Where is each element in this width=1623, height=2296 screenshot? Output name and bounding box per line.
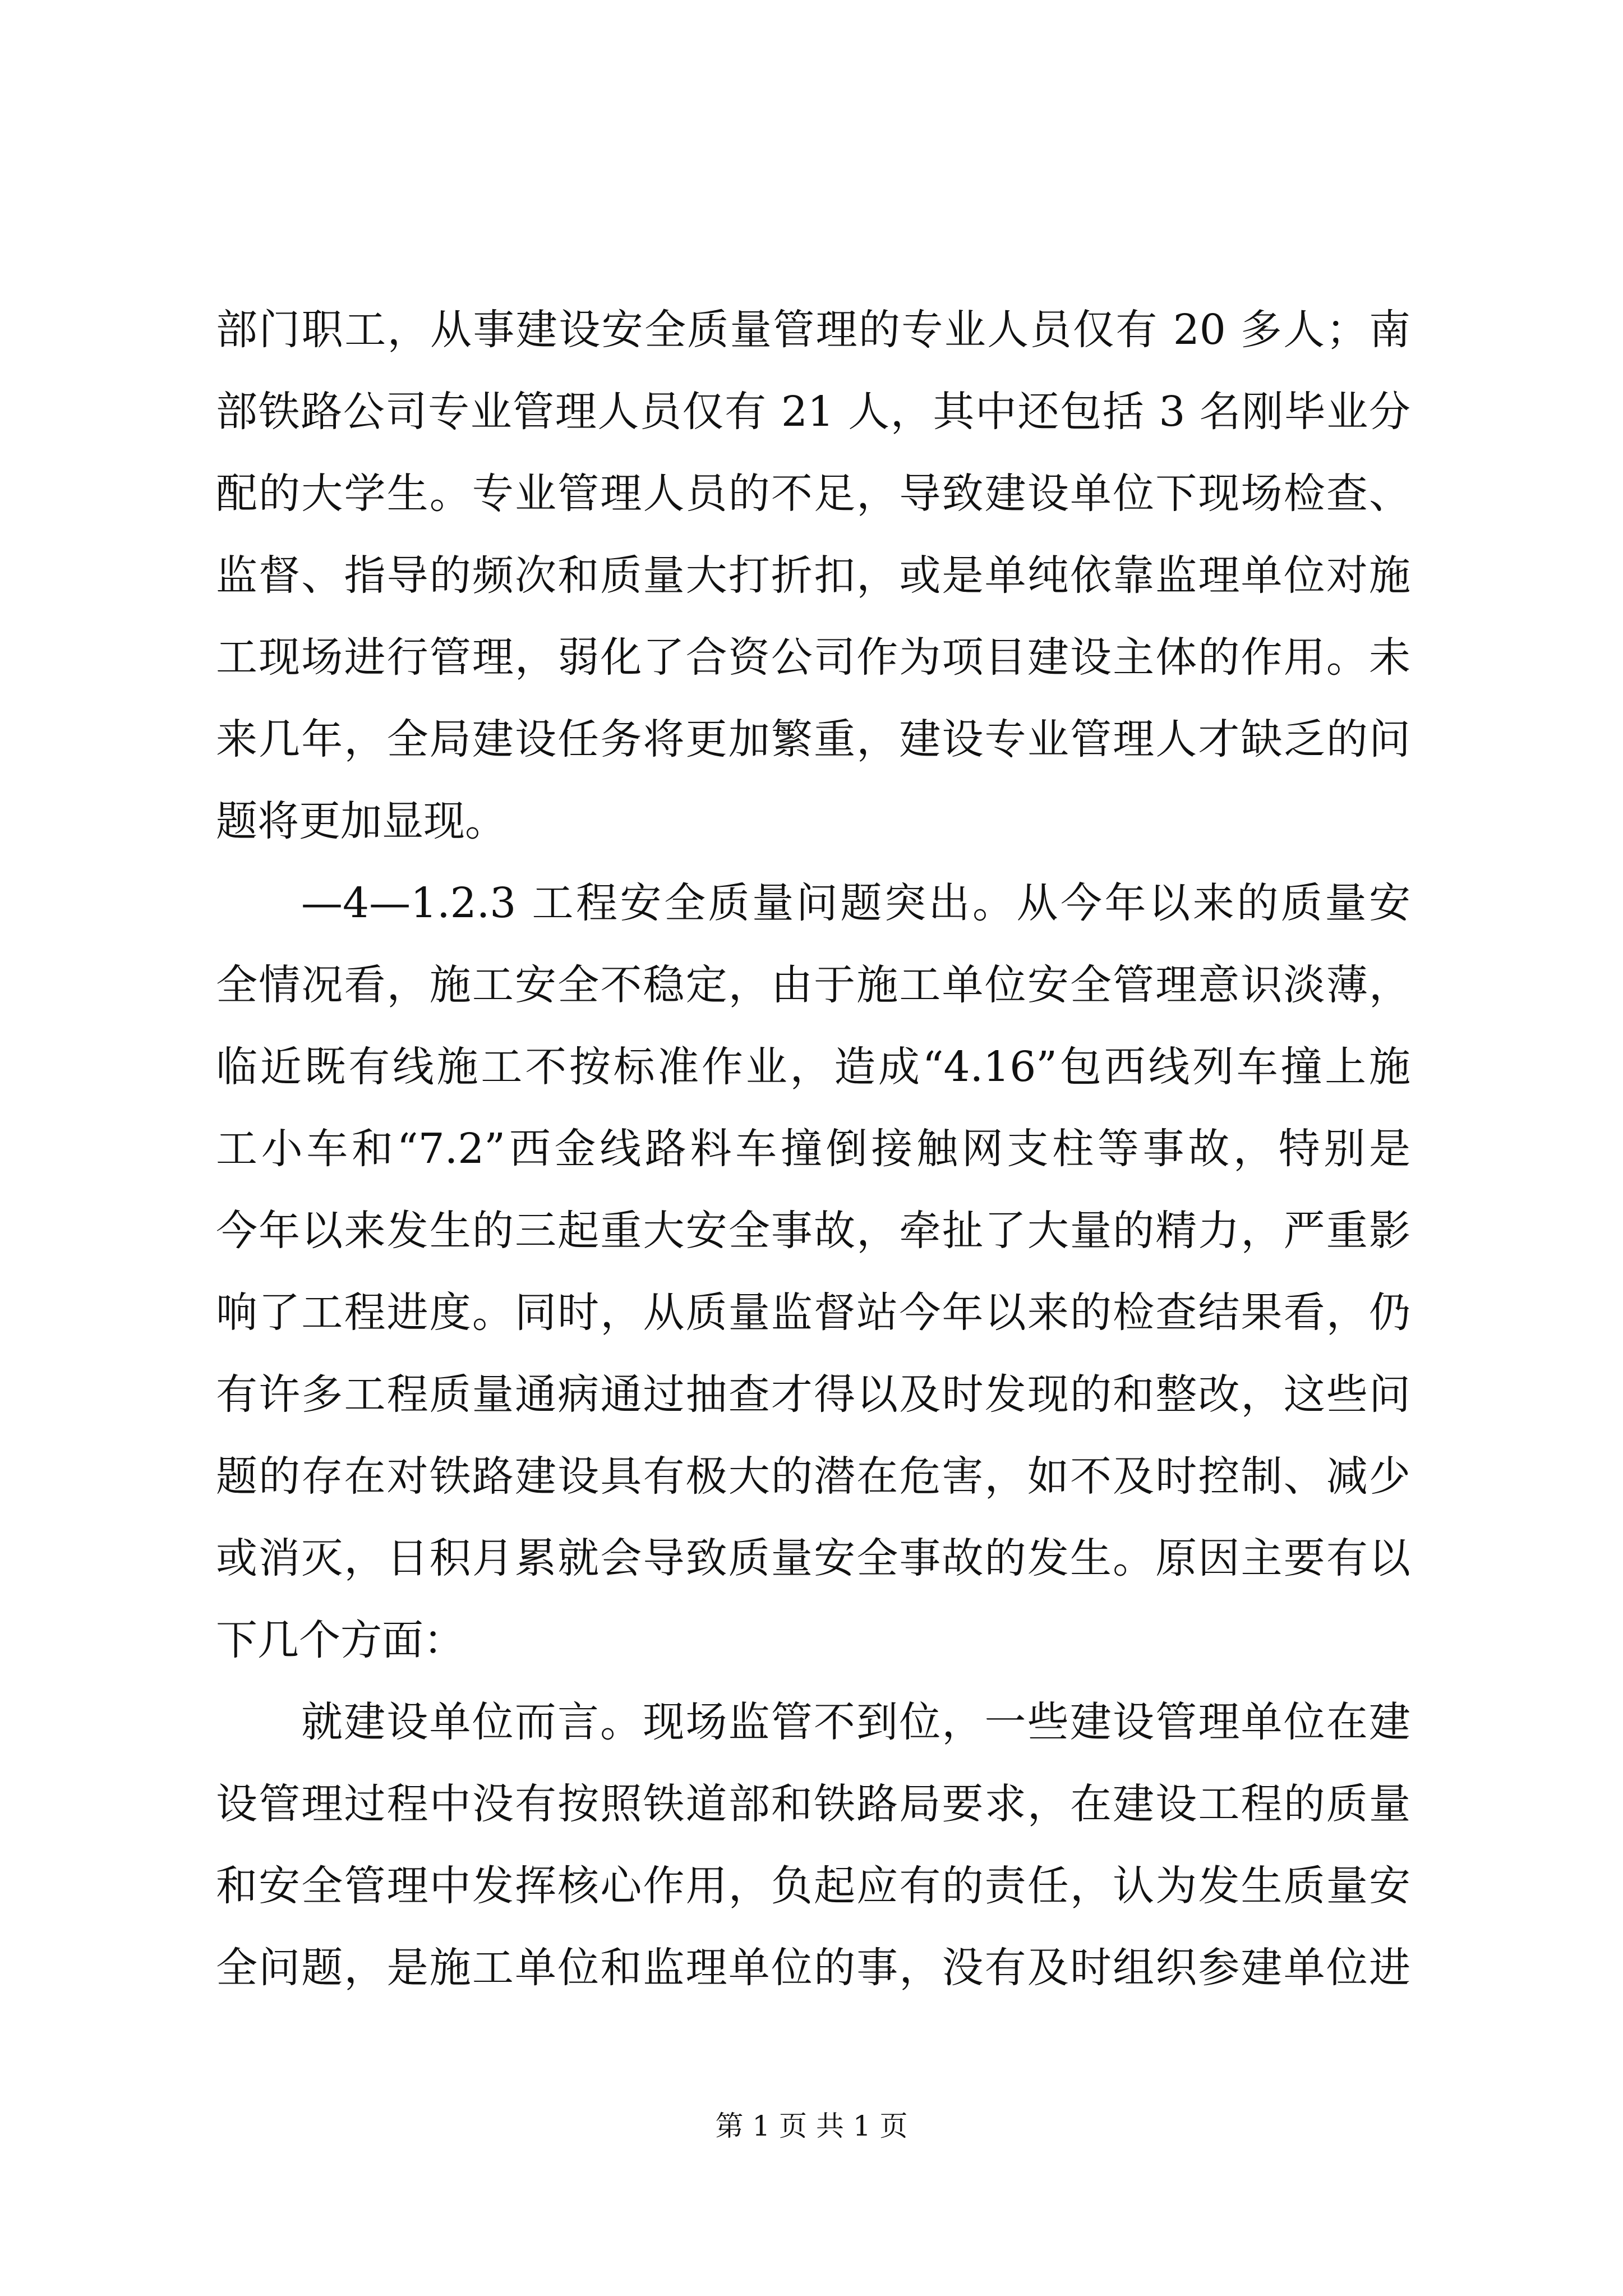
text-line: 来几年，全局建设任务将更加繁重，建设专业管理人才缺乏的问 bbox=[216, 715, 1410, 763]
text-line: 配的大学生。专业管理人员的不足，导致建设单位下现场检查、 bbox=[216, 470, 1410, 518]
text-line: 响了工程进度。同时，从质量监督站今年以来的检查结果看，仍 bbox=[216, 1289, 1410, 1337]
text-line: 和安全管理中发挥核心作用，负起应有的责任，认为发生质量安 bbox=[216, 1862, 1410, 1910]
text-line: 部铁路公司专业管理人员仅有 21 人，其中还包括 3 名刚毕业分 bbox=[216, 388, 1410, 436]
text-line: 工现场进行管理，弱化了合资公司作为项目建设主体的作用。未 bbox=[216, 633, 1410, 682]
text-line: —4—1.2.3 工程安全质量问题突出。从今年以来的质量安 bbox=[301, 879, 1410, 927]
text-line: 题将更加显现。 bbox=[216, 797, 506, 845]
text-line: 全问题，是施工单位和监理单位的事，没有及时组织参建单位进 bbox=[216, 1944, 1410, 1992]
text-line: 有许多工程质量通病通过抽查才得以及时发现的和整改，这些问 bbox=[216, 1370, 1410, 1419]
text-line: 题的存在对铁路建设具有极大的潜在危害，如不及时控制、减少 bbox=[216, 1452, 1410, 1501]
text-line: 下几个方面： bbox=[216, 1616, 465, 1664]
text-line: 工小车和“7.2”西金线路料车撞倒接触网支柱等事故，特别是 bbox=[216, 1125, 1410, 1173]
page-number-footer: 第 1 页 共 1 页 bbox=[715, 2110, 908, 2142]
text-line: 设管理过程中没有按照铁道部和铁路局要求，在建设工程的质量 bbox=[216, 1780, 1410, 1828]
text-line: 部门职工，从事建设安全质量管理的专业人员仅有 20 多人；南 bbox=[216, 306, 1410, 354]
text-line: 全情况看，施工安全不稳定，由于施工单位安全管理意识淡薄， bbox=[216, 961, 1410, 1009]
text-line: 就建设单位而言。现场监管不到位，一些建设管理单位在建 bbox=[301, 1698, 1410, 1746]
text-line: 临近既有线施工不按标准作业，造成“4.16”包西线列车撞上施 bbox=[216, 1043, 1410, 1091]
text-line: 今年以来发生的三起重大安全事故，牵扯了大量的精力，严重影 bbox=[216, 1207, 1410, 1255]
body-text bbox=[216, 289, 1410, 2009]
text-line: 监督、指导的频次和质量大打折扣，或是单纯依靠监理单位对施 bbox=[216, 551, 1410, 600]
text-line: 或消灭，日积月累就会导致质量安全事故的发生。原因主要有以 bbox=[216, 1534, 1410, 1582]
